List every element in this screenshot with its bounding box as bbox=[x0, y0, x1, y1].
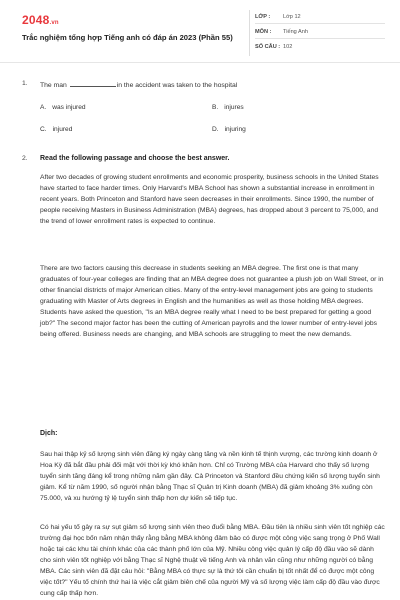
option-c[interactable]: C. injured bbox=[40, 126, 73, 133]
question-number: 1. bbox=[22, 80, 28, 87]
question-number: 2. bbox=[22, 155, 28, 162]
meta-subject: MÔN : Tiếng Anh bbox=[255, 29, 385, 43]
option-d[interactable]: D. injuring bbox=[212, 126, 246, 133]
meta-grade: LỚP : Lớp 12 bbox=[255, 14, 385, 28]
translation-paragraph-2: Có hai yếu tố gây ra sự sụt giảm số lượng sinh viên theo đuổi bằng MBA. Đầu tiên là nhiều sinh viên tốt nghiệp các trường đại học bốn năm nhận thấy rằng bằng MBA không đảm bảo có được một công việc sang trọng ở Phố Wall hoặc tại các khu tài chính khác của các thành phố lớn của Mỹ. Nhiều công việc quản lý cấp độ đầu vào sẽ dành cho sinh viên tốt nghiệp với bằng Thạc sĩ Nghệ thuật về tiếng Anh và nhân văn cũng như những người có bằng MBA. Các sinh viên đã đặt câu hỏi: "Bằng MBA có thực sự là thứ tôi cần chuẩn bị tốt nhất để có được một công việc tốt?" Yếu tố chính thứ hai là việc cắt giảm biên chế của người Mỹ và số lượng việc làm cấp độ đầu vào được cung cấp thấp hơn. bbox=[40, 524, 385, 597]
meta-question-count: SỐ CÂU : 102 bbox=[255, 44, 293, 50]
passage-paragraph-1: After two decades of growing student enrollments and economic prosperity, business schools in the United States have started to face harder times. Only Harvard's MBA School has shown a substantial increase in enrollment in recent years. Both Princeton and Stanford have seen decreases in their enrollments. Since 1990, the number of people receiving Masters in Business Administration (MBA) degrees, has dropped about 3 percent to 75,000, and the trend of lower enrollment rates is expected to continue. bbox=[40, 174, 379, 225]
translation-paragraph-1: Sau hai thập kỷ số lượng sinh viên đăng ký ngày càng tăng và nền kinh tế thịnh vượng, các trường kinh doanh ở Hoa Kỳ đã bắt đầu phải đối mặt với thời kỳ khó khăn hơn. Chỉ có Trường MBA của Harvard cho thấy số lượng tuyển sinh tăng đáng kể trong những năm gần đây. Cả Princeton và Stanford đều chứng kiến số lượng tuyển sinh giảm. Kể từ năm 1990, số người nhận bằng Thạc sĩ Quản trị Kinh doanh (MBA) đã giảm khoảng 3% xuống còn 75.000, và xu hướng tỷ lệ tuyển sinh thấp hơn dự kiến sẽ tiếp tục. bbox=[40, 451, 380, 502]
question-text: The man in the accident was taken to the hospital bbox=[40, 82, 238, 89]
question-2-title: Read the following passage and choose the best answer. bbox=[40, 155, 230, 162]
page-header bbox=[0, 0, 400, 63]
site-logo[interactable]: 2048.vn bbox=[22, 13, 59, 27]
page-title: Trắc nghiệm tổng hợp Tiếng anh có đáp án 2023 (Phần 55) bbox=[22, 33, 233, 42]
answer-blank bbox=[70, 80, 116, 87]
translation-label: Dịch: bbox=[40, 430, 58, 437]
header-divider bbox=[249, 10, 250, 56]
passage-paragraph-2: There are two factors causing this decrease in students seeking an MBA degree. The first one is that many graduates of four-year colleges are finding that an MBA degree does not guarantee a plush job on Wall Street, or in other financial districts of major American cities. Many of the entry-level management jobs are going to students graduating with Master of Arts degrees in English and the humanities as well as those holding MBA degrees. Students have asked the question, "Is an MBA degree really what I need to be best prepared for getting a good job?" The second major factor has been the cutting of American payrolls and the lower number of entry-level jobs being offered. Business needs are changing, and MBA schools are struggling to meet the new demands. bbox=[40, 265, 384, 338]
option-b[interactable]: B. injures bbox=[212, 104, 244, 111]
option-a[interactable]: A. was injured bbox=[40, 104, 86, 111]
